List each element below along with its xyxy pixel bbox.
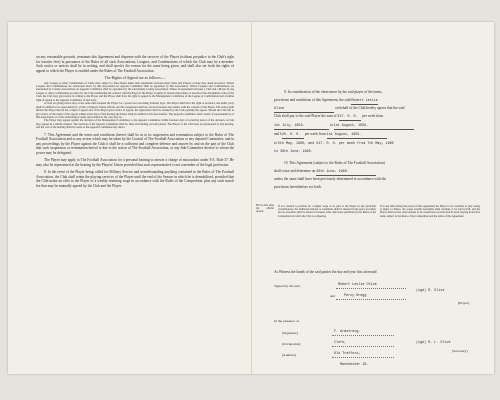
occupation-label: (Occupation) (282, 342, 301, 346)
player-signature-name: Robert Leslie Olive (338, 283, 377, 287)
wage-start-date: 1st July, 1959. (274, 124, 329, 130)
clause-10-line-3: unless the same shall have been previously determined in accordance with the (274, 177, 387, 181)
right-page (252, 22, 494, 374)
clause-9-line-4: Club shall pay to the said Player the sum of £17. 0. 0. per week from (274, 114, 384, 119)
rights-paragraph-2: A Club on giving notice may at the same time suspend the Player for a period not exceeding fourteen days. The Player shall have the right to be heard, and either party shall be entitled to be represented by a Club or Player's Union official, and the suspension shall not exceed fourteen days unless with the consent of the Player. The notice shall inform the Player that he has a right of appeal and, if the Player gives notice of appeal, his registration shall be retained by the Club pending the appeal. Should the Club fail to give notice of the result of the appeal within seven days of the hearing the Player shall be entitled to his free transfer. The Appeals Committee shall consist of representatives of this Association or of the sanctioning County Association as the case may be. (36, 102, 234, 120)
wage-end-date: 1st August, 1959. (334, 124, 414, 130)
clause-9-line-3: Olive on behalf of the Club hereby agrees that the said (274, 106, 405, 111)
clause-9-line-2: provisions and conditions of this Agreement, the said Robert Leslie (274, 98, 378, 103)
side-note-injury: If at any time during the period of this Agreement the Player is not available to play owing to injury or illness, the wages payable hereunder shall continue to be paid in full, and the Player shall receive such bonuses as he would have received had he been playing in the first team, subject to the Rules of the Competition and the terms of this Agreement. (380, 205, 480, 218)
rights-heading: The Rights of Appeal are as follows:— (104, 76, 166, 80)
witness-address-2: Manchester 16. (340, 363, 369, 367)
witness-signature-rule (332, 335, 394, 336)
clause-10-line-4: provisions hereinbefore set forth. (274, 185, 322, 189)
witness-signature: F. Armstrong. (334, 330, 361, 334)
document-sheet (8, 22, 494, 374)
player-surname-typed: Olive (274, 107, 334, 113)
margin-note: Fill in date after the official season. (256, 204, 274, 214)
left-page (8, 22, 251, 374)
and-label: and (330, 294, 336, 298)
clause-7-hearing: The Player may apply to The Football Association for a personal hearing to answer a charge of misconduct under F.A. Rule 37. He may also be represented at the hearing by the Players' Union provided that such representative is not a member of the legal profession. (36, 158, 234, 167)
address-label: (Address) (282, 353, 296, 357)
clause-9-line-7: to 5th May, 1960, and £17. 0. 0. per week from 7th May, 1960 (274, 141, 394, 146)
side-note-wages: If it is desired to provide for a higher wage to be paid to the Player in any particular circumstances, the additional amount or conditions shall be inserted in the space provided, but no provision shall be made for bonuses other than those permitted by the Rules of the Competition in which the Club is competing. (278, 205, 376, 218)
signature-label: (Signature) (282, 331, 298, 335)
weekly-wage-2: 20. 0. 0. (282, 133, 304, 139)
secretary-signature-mark: (sgd) R. L. Olive (416, 341, 451, 345)
signed-by-label: Signed by the said (274, 284, 300, 288)
weekly-wage-1: 17. 0. 0. (339, 115, 361, 121)
clause-9-line-1: 9. In consideration of the observance by the said player of the terms, (284, 90, 383, 94)
presence-label: In the presence of (274, 319, 299, 323)
witness-occupation-rule (332, 346, 394, 347)
player-signature-mark: (sgd) R. Olive (416, 289, 445, 293)
witness-address: Old Trafford, (334, 352, 361, 356)
wage-final-end-typed: to 30th June, 1960. (274, 150, 313, 154)
left-column (36, 55, 234, 188)
rights-paragraph-1: Any League or other Combination of Clubs may, subject to these Rules make such regulations between their Clubs and Players as they may deem necessary. Where Leagues and Combinations are sanctioned direct by this Association an Appeals Committee shall be appointed by this Association. Where Leagues and Combinations are sanctioned by County Associations an Appeals Committee shall be appointed by the sanctioning County Association. Where an agreement between a Club and a Player in any League or other Combination provides for the Club terminating the contract with the Player if the Player is guilty of serious misconduct or breach of the disciplinary rules of the Club, the Club may give notice in writing to the Player and the Player shall have the right to appeal to the Management Committee of the League or Combination and a further right of appeal to the Appeals Committee of that body. (36, 81, 234, 102)
club-rep-signature-name: Percy Gregg (344, 294, 367, 298)
clause-9-line-8 (274, 149, 478, 155)
agreement-end-date: 30th June, 1960. (316, 170, 376, 176)
signature-rule-2 (336, 299, 406, 300)
clause-8: 8. In the event of the Player being called for Military Service and notwithstanding anything contained in the Rules of The Football Association, the Club shall retain the playing services of the Player until the end of the Season in which he is demobilised, provided that the Club make an offer to the Player of a weekly retaining wage in accordance with the Rules of the Competition, plus any such match fee that may be mutually agreed by the Club and the Player. (36, 170, 234, 188)
clause-9-line-5: 1st July, 1959. to 1st August, 1959. (274, 123, 478, 130)
wage-2-end-typed: 5th May, 1960, and £17. 0. 0. per week from 7th May, 1960 (277, 142, 394, 146)
clause-10-line-1: 10. This Agreement (subject to the Rules of The Football Association) (284, 161, 385, 165)
wage-2-start-date: 1st August, 1959. (327, 133, 387, 139)
clause-9-line-6: and £20. 0. 0. per week from 1st August, 1959. (274, 132, 478, 139)
witness-line: As Witness the hands of the said parties the day and year first aforesaid (274, 270, 377, 274)
termination-paragraph: on any reasonable grounds, terminate this Agreement and dispense with the services of the Player (without prejudice to the Club's right for transfer fees) in pursuance of the Rules of all such Associations, Leagues, and Combinations of which the Club may be a member. Such notice or notices shall be in writing, and shall specify the reason for the same being given, and shall also set forth the rights of appeal to which the Player is entitled under the Rules of The Football Association. (36, 55, 234, 73)
player-name-typed: Robert Leslie (351, 99, 378, 103)
rights-paragraph-3: The Player may appeal against the decision of the Management Committee to the Appeals Committee within fourteen days of receiving notice of the decision. A Club may appeal in a similar manner. The decision of the Appeals Committee shall be final and binding on both parties. The Player or the Club may be represented at any hearing, and the cost of the hearing shall be borne as the Appeals Committee may direct. (36, 119, 234, 130)
player-label: (Player) (458, 301, 470, 305)
clause-7: 7. This Agreement and the terms and conditions thereof shall be as to its suspension and termination subject to the Rules of The Football Association and to any action which may be taken by the Council of The Football Association or any deputed Committee, and in any proceedings by the Player against the Club it shall be a sufficient and complete defence and answer by and on the part of the Club that such suspension or termination hereof is due to the action of The Football Association, or any Sub-Committee thereof to whom the power may be delegated. (36, 132, 234, 155)
signature-rule-1 (336, 288, 406, 289)
witness-address-rule (332, 357, 394, 358)
secretary-label: (Secretary) (452, 349, 468, 353)
witness-occupation: Clerk, (334, 341, 347, 345)
clause-10-line-2: shall cease and determine on 30th June, 1960. (274, 169, 478, 176)
